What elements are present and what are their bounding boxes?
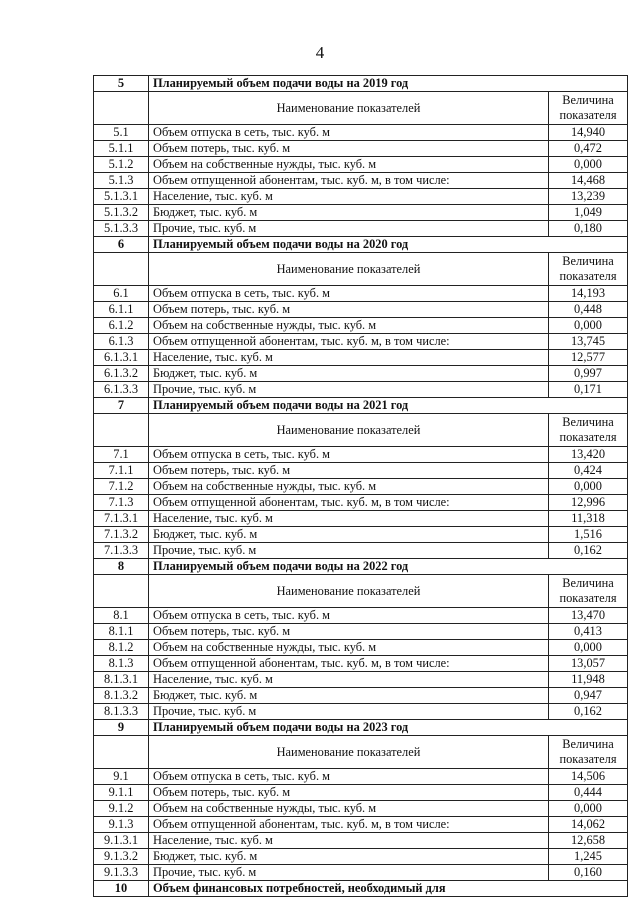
section-title: Планируемый объем подачи воды на 2022 год [149,559,628,575]
row-number: 7.1.3 [94,495,149,511]
table-row [94,350,628,366]
header-value-line1: Величина [562,254,614,268]
table-row [94,865,628,881]
row-value: 13,745 [549,334,628,350]
row-name: Объем отпущенной абонентам, тыс. куб. м, в том числе: [149,495,549,511]
section-number: 5 [94,76,149,92]
row-value: 12,996 [549,495,628,511]
row-number: 5.1.3.1 [94,189,149,205]
row-name: Бюджет, тыс. куб. м [149,205,549,221]
section-number: 9 [94,720,149,736]
row-name: Объем на собственные нужды, тыс. куб. м [149,640,549,656]
table-row [94,527,628,543]
header-empty-cell [94,575,149,608]
header-value [549,575,628,608]
table-row [94,286,628,302]
header-empty-cell [94,253,149,286]
row-value: 1,245 [549,849,628,865]
section-title: Планируемый объем подачи воды на 2021 год [149,398,628,414]
table-row [94,125,628,141]
table-row [94,334,628,350]
column-header-row [94,575,628,608]
header-value-line2: показателя [559,108,617,122]
row-number: 7.1 [94,447,149,463]
row-name: Население, тыс. куб. м [149,189,549,205]
row-number: 5.1.2 [94,157,149,173]
header-value [549,92,628,125]
row-value: 0,162 [549,543,628,559]
section-title-row [94,237,628,253]
row-value: 11,948 [549,672,628,688]
row-name: Бюджет, тыс. куб. м [149,366,549,382]
row-name: Бюджет, тыс. куб. м [149,849,549,865]
row-number: 9.1.1 [94,785,149,801]
row-name: Объем на собственные нужды, тыс. куб. м [149,157,549,173]
row-value: 14,468 [549,173,628,189]
table-row [94,688,628,704]
header-value-line2: показателя [559,269,617,283]
header-name: Наименование показателей [149,414,549,447]
section-title-row [94,398,628,414]
row-value: 0,472 [549,141,628,157]
row-number: 6.1.3.3 [94,382,149,398]
section-title: Планируемый объем подачи воды на 2020 год [149,237,628,253]
row-number: 5.1 [94,125,149,141]
row-value: 0,171 [549,382,628,398]
row-value: 0,997 [549,366,628,382]
header-empty-cell [94,92,149,125]
row-value: 13,239 [549,189,628,205]
table-row [94,318,628,334]
section-title-row [94,559,628,575]
header-name: Наименование показателей [149,736,549,769]
header-name: Наименование показателей [149,253,549,286]
section-title: Планируемый объем подачи воды на 2023 год [149,720,628,736]
row-number: 7.1.1 [94,463,149,479]
header-value-line1: Величина [562,737,614,751]
header-empty-cell [94,736,149,769]
row-number: 8.1 [94,608,149,624]
row-number: 8.1.3 [94,656,149,672]
table-row [94,479,628,495]
header-name: Наименование показателей [149,575,549,608]
row-name: Прочие, тыс. куб. м [149,543,549,559]
row-value: 0,000 [549,640,628,656]
row-number: 6.1.2 [94,318,149,334]
header-value-line2: показателя [559,430,617,444]
row-value: 0,000 [549,479,628,495]
row-name: Объем потерь, тыс. куб. м [149,785,549,801]
row-number: 6.1.3.2 [94,366,149,382]
row-value: 14,940 [549,125,628,141]
row-name: Население, тыс. куб. м [149,672,549,688]
table-row [94,495,628,511]
row-name: Объем на собственные нужды, тыс. куб. м [149,318,549,334]
row-name: Объем отпуска в сеть, тыс. куб. м [149,125,549,141]
row-value: 1,516 [549,527,628,543]
table-row [94,366,628,382]
table-row [94,302,628,318]
row-value: 0,000 [549,157,628,173]
table-row [94,801,628,817]
header-value-line1: Величина [562,93,614,107]
row-name: Объем потерь, тыс. куб. м [149,624,549,640]
row-number: 8.1.1 [94,624,149,640]
header-value [549,736,628,769]
table-row [94,704,628,720]
row-number: 5.1.3 [94,173,149,189]
table-row [94,205,628,221]
section-number: 10 [94,881,149,897]
column-header-row [94,736,628,769]
header-name: Наименование показателей [149,92,549,125]
column-header-row [94,414,628,447]
row-value: 13,057 [549,656,628,672]
row-name: Объем отпущенной абонентам, тыс. куб. м, в том числе: [149,656,549,672]
row-number: 5.1.3.2 [94,205,149,221]
table-row [94,849,628,865]
table-row [94,141,628,157]
row-name: Объем потерь, тыс. куб. м [149,302,549,318]
row-number: 7.1.3.3 [94,543,149,559]
row-name: Бюджет, тыс. куб. м [149,527,549,543]
row-number: 6.1.3 [94,334,149,350]
row-value: 0,448 [549,302,628,318]
header-empty-cell [94,414,149,447]
row-number: 9.1.2 [94,801,149,817]
row-value: 12,658 [549,833,628,849]
row-number: 9.1.3.3 [94,865,149,881]
row-name: Прочие, тыс. куб. м [149,704,549,720]
row-number: 7.1.3.2 [94,527,149,543]
table-row [94,656,628,672]
page-number: 4 [315,43,325,62]
row-name: Объем отпуска в сеть, тыс. куб. м [149,608,549,624]
row-name: Объем отпущенной абонентам, тыс. куб. м, в том числе: [149,817,549,833]
section-number: 8 [94,559,149,575]
row-value: 0,444 [549,785,628,801]
table-row [94,173,628,189]
row-number: 5.1.1 [94,141,149,157]
header-value-line2: показателя [559,752,617,766]
header-value-line1: Величина [562,415,614,429]
row-name: Объем потерь, тыс. куб. м [149,463,549,479]
section-number: 7 [94,398,149,414]
row-value: 0,162 [549,704,628,720]
section-title-row [94,881,628,897]
section-title-row [94,720,628,736]
row-value: 0,000 [549,801,628,817]
row-number: 5.1.3.3 [94,221,149,237]
table-row [94,785,628,801]
row-name: Объем отпуска в сеть, тыс. куб. м [149,286,549,302]
row-value: 13,420 [549,447,628,463]
row-number: 6.1.3.1 [94,350,149,366]
row-name: Объем на собственные нужды, тыс. куб. м [149,801,549,817]
column-header-row [94,92,628,125]
row-name: Объем отпущенной абонентам, тыс. куб. м, в том числе: [149,173,549,189]
row-number: 9.1 [94,769,149,785]
header-value-line1: Величина [562,576,614,590]
row-name: Объем потерь, тыс. куб. м [149,141,549,157]
table-row [94,463,628,479]
row-value: 0,180 [549,221,628,237]
row-name: Население, тыс. куб. м [149,511,549,527]
section-number: 6 [94,237,149,253]
table-row [94,511,628,527]
row-value: 12,577 [549,350,628,366]
row-value: 0,000 [549,318,628,334]
row-value: 14,062 [549,817,628,833]
row-number: 6.1 [94,286,149,302]
row-value: 0,413 [549,624,628,640]
row-value: 13,470 [549,608,628,624]
table-body [94,76,628,897]
row-name: Прочие, тыс. куб. м [149,221,549,237]
table-row [94,189,628,205]
table-row [94,769,628,785]
row-name: Бюджет, тыс. куб. м [149,688,549,704]
table-row [94,157,628,173]
section-title-row [94,76,628,92]
row-name: Объем отпущенной абонентам, тыс. куб. м, в том числе: [149,334,549,350]
row-number: 9.1.3.1 [94,833,149,849]
row-number: 7.1.3.1 [94,511,149,527]
section-title: Объем финансовых потребностей, необходимый для [149,881,628,897]
row-name: Прочие, тыс. куб. м [149,865,549,881]
header-value [549,414,628,447]
water-supply-table [93,75,628,897]
row-value: 0,947 [549,688,628,704]
row-number: 9.1.3.2 [94,849,149,865]
table-row [94,447,628,463]
section-title: Планируемый объем подачи воды на 2019 год [149,76,628,92]
row-name: Население, тыс. куб. м [149,833,549,849]
row-number: 8.1.3.1 [94,672,149,688]
table-row [94,624,628,640]
row-number: 8.1.3.3 [94,704,149,720]
table-row [94,640,628,656]
table-row [94,833,628,849]
table-row [94,543,628,559]
row-number: 8.1.3.2 [94,688,149,704]
header-value-line2: показателя [559,591,617,605]
header-value [549,253,628,286]
column-header-row [94,253,628,286]
row-name: Объем отпуска в сеть, тыс. куб. м [149,447,549,463]
table-row [94,608,628,624]
row-name: Объем отпуска в сеть, тыс. куб. м [149,769,549,785]
row-value: 14,506 [549,769,628,785]
row-number: 8.1.2 [94,640,149,656]
row-value: 0,424 [549,463,628,479]
table-row [94,382,628,398]
table-row [94,672,628,688]
table-row [94,221,628,237]
row-value: 1,049 [549,205,628,221]
row-name: Объем на собственные нужды, тыс. куб. м [149,479,549,495]
row-number: 7.1.2 [94,479,149,495]
row-number: 9.1.3 [94,817,149,833]
row-value: 0,160 [549,865,628,881]
row-name: Население, тыс. куб. м [149,350,549,366]
row-value: 14,193 [549,286,628,302]
row-number: 6.1.1 [94,302,149,318]
row-value: 11,318 [549,511,628,527]
row-name: Прочие, тыс. куб. м [149,382,549,398]
table-row [94,817,628,833]
